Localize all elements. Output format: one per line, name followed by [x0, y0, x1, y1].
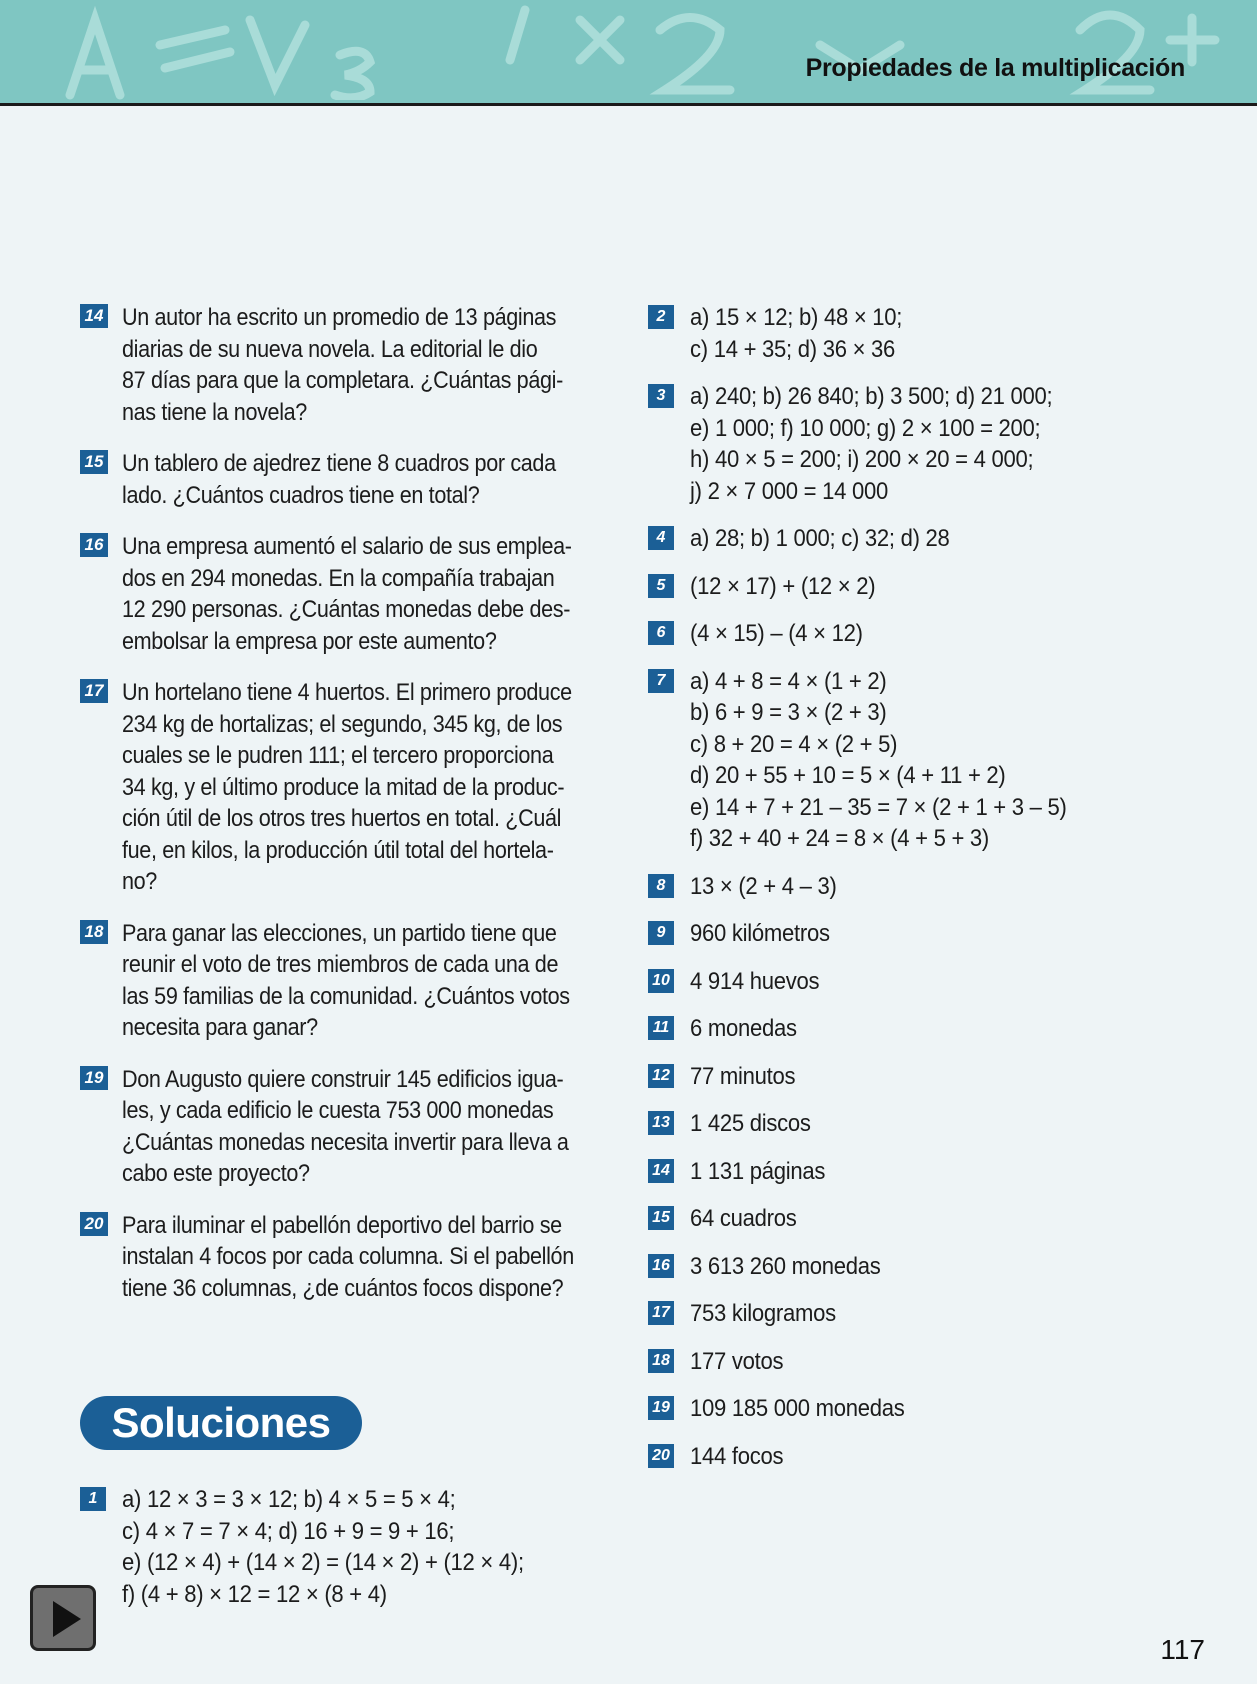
number-badge: 20 [80, 1212, 108, 1236]
solution-text [690, 1156, 1208, 1188]
solution-text [690, 381, 1208, 507]
text-line: f) (4 + 8) × 12 = 12 × (8 + 4) [122, 1580, 387, 1608]
text-line: f) 32 + 40 + 24 = 8 × (4 + 5 + 3) [690, 825, 989, 852]
solution-item [648, 571, 1208, 603]
solution-text [690, 1393, 1208, 1425]
text-line: 109 185 000 monedas [690, 1395, 905, 1422]
exercise-text [122, 1064, 640, 1190]
text-line: c) 4 × 7 = 7 × 4; d) 16 + 9 = 9 + 16; [122, 1517, 455, 1545]
text-line: e) (12 × 4) + (14 × 2) = (14 × 2) + (12 × 4); [122, 1549, 524, 1576]
number-badge: 9 [648, 921, 674, 945]
solution-item [648, 1061, 1208, 1093]
text-line: 87 días para que la completara. ¿Cuántas pági- [122, 367, 563, 394]
text-line: 1 131 páginas [690, 1157, 826, 1185]
exercise-item [80, 918, 640, 1044]
solution-item [648, 1251, 1208, 1283]
solution-item [648, 1156, 1208, 1188]
number-badge: 18 [648, 1349, 674, 1373]
exercises-column [80, 302, 640, 1304]
number-badge: 19 [648, 1396, 674, 1420]
text-line: 64 cuadros [690, 1205, 797, 1232]
text-line: cuales se le pudren 111; el tercero proporciona [122, 742, 554, 769]
text-line: nas tiene la novela? [122, 398, 307, 426]
text-line: a) 12 × 3 = 3 × 12; b) 4 × 5 = 5 × 4; [122, 1486, 456, 1513]
text-line: tiene 36 columnas, ¿de cuántos focos dispone? [122, 1274, 564, 1302]
solution-item [648, 1393, 1208, 1425]
text-line: lado. ¿Cuántos cuadros tiene en total? [122, 481, 480, 509]
number-badge: 5 [648, 574, 674, 598]
exercise-item [80, 1064, 640, 1190]
page-number: 117 [1160, 1634, 1205, 1665]
solution-item [80, 1484, 640, 1610]
text-line: 3 613 260 monedas [690, 1252, 881, 1280]
number-badge: 14 [648, 1159, 674, 1183]
number-badge: 15 [80, 450, 108, 474]
exercise-text [122, 1210, 640, 1305]
solution-item [648, 302, 1208, 365]
solution-text [690, 1441, 1208, 1473]
solution-item [648, 381, 1208, 507]
solution-text [690, 1108, 1208, 1140]
text-line: 1 425 discos [690, 1110, 811, 1137]
solution-item [648, 1298, 1208, 1330]
solution-item [648, 871, 1208, 903]
text-line: (4 × 15) – (4 × 12) [690, 620, 863, 647]
text-line: 753 kilogramos [690, 1300, 836, 1327]
solution-text [690, 618, 1208, 650]
text-line: fue, en kilos, la producción útil total del hortela- [122, 836, 554, 864]
solutions-column [648, 302, 1208, 1472]
exercise-text [122, 677, 640, 898]
text-line: 960 kilómetros [690, 920, 830, 947]
number-badge: 6 [648, 621, 674, 645]
text-line: (12 × 17) + (12 × 2) [690, 572, 876, 600]
solution-item [648, 966, 1208, 998]
number-badge: 4 [648, 526, 674, 550]
page-header [0, 0, 1257, 106]
text-line: 234 kg de hortalizas; el segundo, 345 kg, de los [122, 710, 563, 738]
number-badge: 2 [648, 305, 674, 329]
text-line: ción útil de los otros tres huertos en total. ¿Cuál [122, 805, 562, 832]
solution-text [690, 523, 1208, 555]
number-badge: 3 [648, 384, 674, 408]
solution-text [690, 1203, 1208, 1235]
number-badge: 17 [648, 1301, 674, 1325]
text-line: j) 2 × 7 000 = 14 000 [690, 477, 889, 505]
text-line: c) 8 + 20 = 4 × (2 + 5) [690, 730, 898, 758]
solution-item [648, 1441, 1208, 1473]
text-line: dos en 294 monedas. En la compañía trabajan [122, 564, 555, 592]
decorative-math-symbols [0, 0, 1257, 100]
text-line: instalan 4 focos por cada columna. Si el pabellón [122, 1243, 574, 1270]
solution-text [690, 1013, 1208, 1045]
text-line: 6 monedas [690, 1015, 797, 1042]
solution-item [648, 1108, 1208, 1140]
text-line: les, y cada edificio le cuesta 753 000 monedas [122, 1097, 554, 1124]
text-line: 77 minutos [690, 1062, 796, 1090]
solution-text [690, 966, 1208, 998]
text-line: Para iluminar el pabellón deportivo del barrio se [122, 1211, 562, 1239]
chapter-title: Propiedades de la multiplicación [805, 54, 1185, 82]
text-line: ¿Cuántas monedas necesita invertir para lleva a [122, 1128, 569, 1156]
text-line: embolsar la empresa por este aumento? [122, 627, 497, 655]
text-line: diarias de su nueva novela. La editorial le dio [122, 335, 538, 363]
exercise-text [122, 531, 640, 657]
exercise-item [80, 677, 640, 898]
text-line: 12 290 personas. ¿Cuántas monedas debe des- [122, 596, 571, 623]
solution-item [648, 918, 1208, 950]
number-badge: 18 [80, 920, 108, 944]
solution-text [690, 1061, 1208, 1093]
exercise-item [80, 448, 640, 511]
solution-text [690, 1298, 1208, 1330]
text-line: las 59 familias de la comunidad. ¿Cuántos votos [122, 982, 570, 1010]
text-line: reunir el voto de tres miembros de cada una de [122, 951, 559, 978]
solution-item [648, 523, 1208, 555]
text-line: 13 × (2 + 4 – 3) [690, 872, 837, 900]
number-badge: 16 [80, 533, 108, 557]
text-line: 144 focos [690, 1442, 784, 1470]
solution-item [648, 1013, 1208, 1045]
text-line: 177 votos [690, 1347, 784, 1375]
text-line: necesita para ganar? [122, 1014, 318, 1041]
exercise-text [122, 918, 640, 1044]
solution-text [690, 918, 1208, 950]
number-badge: 11 [648, 1016, 674, 1040]
solution-text [122, 1484, 640, 1610]
text-line: Un autor ha escrito un promedio de 13 páginas [122, 304, 557, 331]
text-line: 4 914 huevos [690, 967, 820, 995]
text-line: Un hortelano tiene 4 huertos. El primero produce [122, 679, 572, 706]
text-line: cabo este proyecto? [122, 1160, 310, 1187]
solution-text [690, 302, 1208, 365]
solution-item [648, 1203, 1208, 1235]
text-line: e) 1 000; f) 10 000; g) 2 × 100 = 200; [690, 414, 1041, 442]
solutions-heading: Soluciones [80, 1396, 362, 1450]
text-line: h) 40 × 5 = 200; i) 200 × 20 = 4 000; [690, 446, 1034, 473]
text-line: d) 20 + 55 + 10 = 5 × (4 + 11 + 2) [690, 762, 1006, 789]
text-line: b) 6 + 9 = 3 × (2 + 3) [690, 699, 887, 726]
number-badge: 13 [648, 1111, 674, 1135]
number-badge: 8 [648, 874, 674, 898]
text-line: e) 14 + 7 + 21 – 35 = 7 × (2 + 1 + 3 – 5) [690, 793, 1067, 821]
number-badge: 19 [80, 1066, 108, 1090]
number-badge: 17 [80, 679, 108, 703]
play-icon [53, 1601, 81, 1637]
solution-text [690, 1251, 1208, 1283]
text-line: Un tablero de ajedrez tiene 8 cuadros por cada [122, 450, 556, 477]
number-badge: 14 [80, 304, 108, 328]
exercise-item [80, 302, 640, 428]
number-badge: 12 [648, 1064, 674, 1088]
solution-text [690, 666, 1208, 855]
solution-item [648, 666, 1208, 855]
solution-text [690, 871, 1208, 903]
number-badge: 7 [648, 669, 674, 693]
number-badge: 15 [648, 1206, 674, 1230]
exercise-text [122, 448, 640, 511]
solution-item [648, 618, 1208, 650]
number-badge: 10 [648, 969, 674, 993]
text-line: c) 14 + 35; d) 36 × 36 [690, 335, 896, 363]
text-line: a) 4 + 8 = 4 × (1 + 2) [690, 667, 887, 695]
exercise-item [80, 1210, 640, 1305]
text-line: a) 15 × 12; b) 48 × 10; [690, 304, 903, 331]
text-line: Una empresa aumentó el salario de sus emplea- [122, 533, 572, 560]
text-line: Para ganar las elecciones, un partido tiene que [122, 919, 557, 947]
number-badge: 16 [648, 1254, 674, 1278]
text-line: a) 240; b) 26 840; b) 3 500; d) 21 000; [690, 383, 1053, 410]
number-badge: 1 [80, 1487, 106, 1511]
text-line: no? [122, 868, 157, 895]
number-badge: 20 [648, 1444, 674, 1468]
text-line: a) 28; b) 1 000; c) 32; d) 28 [690, 525, 950, 552]
exercise-text [122, 302, 640, 428]
solution-item [648, 1346, 1208, 1378]
play-button[interactable] [30, 1585, 96, 1651]
solution-text [690, 1346, 1208, 1378]
solution-text [690, 571, 1208, 603]
text-line: Don Augusto quiere construir 145 edificios igua- [122, 1065, 564, 1093]
solution-1-block [80, 1484, 640, 1610]
text-line: 34 kg, y el último produce la mitad de la produc- [122, 773, 565, 801]
exercise-item [80, 531, 640, 657]
